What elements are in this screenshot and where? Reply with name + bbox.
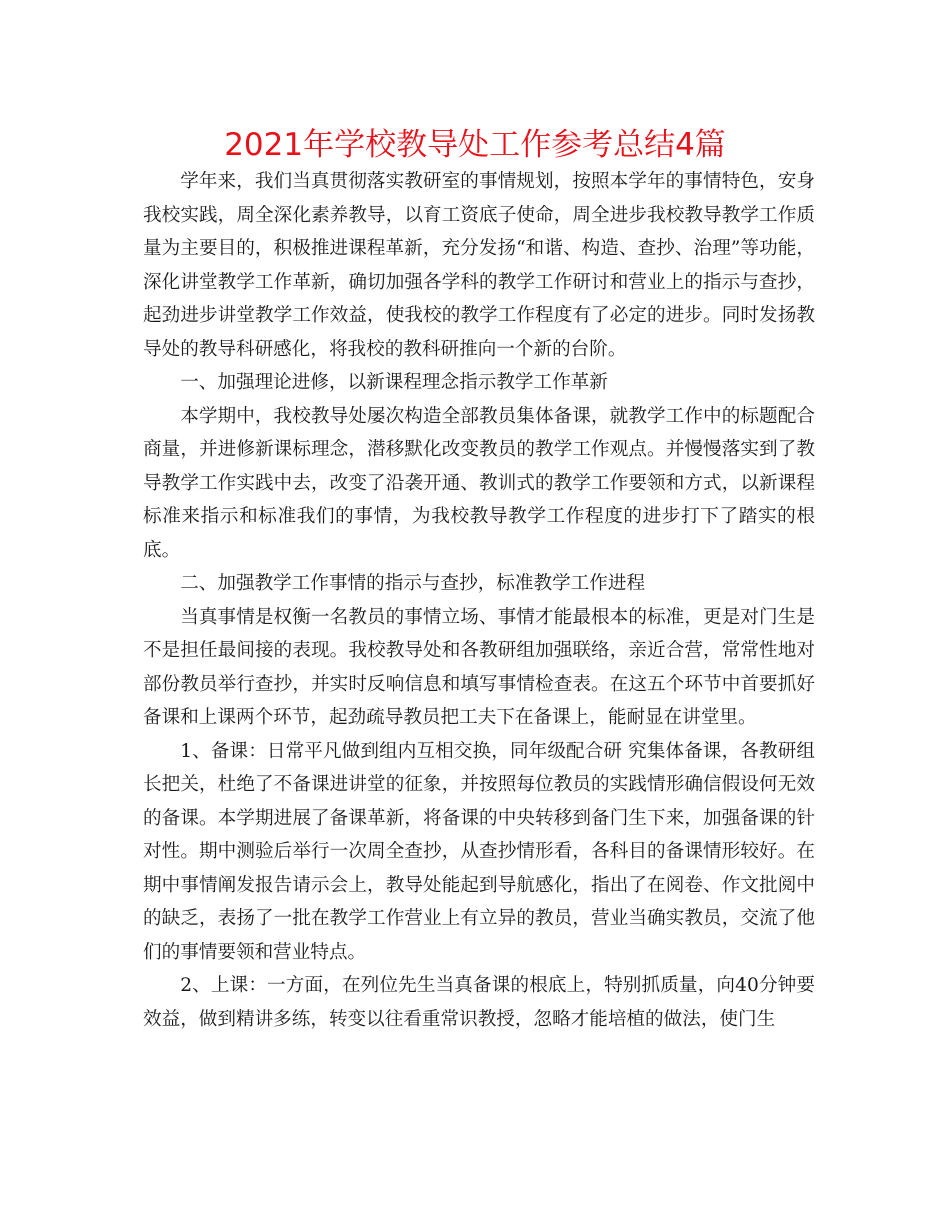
section-heading-1: 一、加强理论进修，以新课程理念指示教学工作革新 [180,372,608,393]
document-title: 2021年学校教导处工作参考总结4篇 [224,127,726,163]
section-heading-2: 二、加强教学工作事情的指示与查抄，标准教学工作进程 [180,573,646,594]
paragraph-class-teaching: 2、上课：一方面，在列位先生当真备课的根底上，特别抓质量，向40分钟要效益，做到精讲多练，转变以往看重常识教授，忽略才能培植的做法，使门生 [143,975,815,1030]
document-body [143,165,815,1036]
paragraph-section-1: 本学期中，我校教导处屡次构造全部教员集体备课，就教学工作中的标题配合商量，并进修新课标理念，潜移默化改变教员的教学工作观点。并慢慢落实到了教导教学工作实践中去，改变了沿袭开通、教训式的教学工作要领和方式，以新课程标准来指示和标准我们的事情，为我校教导教学工作程度的进步打下了踏实的根底。 [143,405,815,561]
paragraph-section-2: 当真事情是权衡一名教员的事情立场、事情才能最根本的标准，更是对门生是不是担任最间接的表现。我校教导处和各教研组加强联络，亲近合营，常常性地对部份教员举行查抄，并实时反响信息和填写事情检查表。在这五个环节中首要抓好备课和上课两个环节，起劲疏导教员把工夫下在备课上，能耐显在讲堂里。 [143,606,815,728]
paragraph-lesson-prep: 1、备课：日常平凡做到组内互相交换，同年级配合研 究集体备课，各教研组长把关，杜绝了不备课进讲堂的征象，并按照每位教员的实践情形确信假设何无效的备课。本学期进展了备课革新，将备课的中央转移到备门生下来，加强备课的针对性。期中测验后举行一次周全查抄，从查抄情形看，各科目的备课情形较好。在期中事情阐发报告请示会上，教导处能起到导航感化，指出了在阅卷、作文批阅中的缺乏，表扬了一批在教学工作营业上有立异的教员，营业当确实教员，交流了他们的事情要领和营业特点。 [143,740,815,963]
paragraph-intro: 学年来，我们当真贯彻落实教研室的事情规划，按照本学年的事情特色，安身我校实践，周全深化素养教导，以育工资底子使命，周全进步我校教导教学工作质量为主要目的，积极推进课程革新，充分发扬“和谐、构造、查抄、治理”等功能，深化讲堂教学工作革新，确切加强各学科的教学工作研讨和营业上的指示与查抄，起劲进步讲堂教学工作效益，使我校的教学工作程度有了必定的进步。同时发扬教导处的教导科研感化，将我校的教科研推向一个新的台阶。 [143,171,815,360]
